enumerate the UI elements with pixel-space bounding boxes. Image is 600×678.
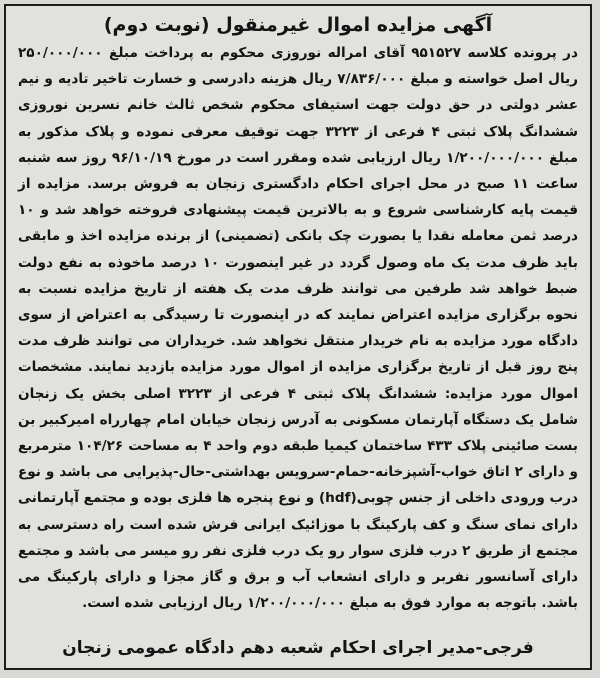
notice-signature: فرجی-مدیر اجرای احکام شعبه دهم دادگاه عمومی زنجان bbox=[62, 638, 534, 658]
notice-body: در پرونده کلاسه ۹۵۱۵۲۷ آقای امراله نوروزی محکوم به پرداخت مبلغ ۲۵۰/۰۰۰/۰۰۰ ریال اصل خواسته و مبلغ ۷/۸۳۶/۰۰۰ ریال هزینه دادرسی و خسارت تاخیر تادیه و نیم عشر دولتی در حق دولت جهت استیفای محکوم شخص ثالث خانم نسرین نوروزی ششدانگ پلاک ثبتی ۴ فرعی از ۳۲۲۳ جهت توقیف معرفی نموده و پلاک مذکور به مبلغ ۱/۲۰۰/۰۰۰/۰۰۰ ریال ارزیابی شده ومقرر است در مورخ ۹۶/۱۰/۱۹ روز سه شنبه ساعت ۱۱ صبح در محل اجرای احکام دادگستری زنجان به فروش برسد. مزایده از قیمت پایه کارشناسی شروع و به بالاترین قیمت پیشنهادی فروخته خواهد شد و ۱۰ درصد ثمن معامله نقدا یا بصورت چک بانکی (تضمینی) از برنده مزایده اخذ و مابقی باید ظرف مدت یک ماه وصول گردد در غیر اینصورت ۱۰ درصد ماخوذه به نفع دولت ضبط خواهد شد طرفین می توانند ظرف مدت یک هفته از تاریخ مزایده نسبت به نحوه برگزاری مزایده اعتراض نمایند که در اینصورت تا رسیدگی به اعتراض از سوی دادگاه مورد مزایده به نام خریدار منتقل نخواهد شد. خریداران می توانند ظرف مدت پنج روز قبل از تاریخ برگزاری مزایده از اموال مورد مزایده بازدید نمایند. مشخصات اموال مورد مزایده: ششدانگ پلاک ثبتی ۴ فرعی از ۳۲۲۳ اصلی بخش یک زنجان شامل یک دستگاه آپارتمان مسکونی به آدرس زنجان خیابان امام چهارراه امیرکبیر بن بست صائینی پلاک ۴۳۳ ساختمان کیمیا طبقه دوم واحد ۴ به مساحت ۱۰۴/۲۶ مترمربع و دارای ۲ اتاق خواب-آشپزخانه-حمام-سرویس بهداشتی-حال-پذیرایی می باشد و نوع درب ورودی داخلی از جنس چوبی(hdf) و نوع پنجره ها فلزی بوده و مجتمع آپارتمانی دارای نمای سنگ و کف پارکینگ با موزائیک ایرانی فرش شده است راه دسترسی به مجتمع از طریق ۲ درب فلزی سوار رو یک درب فلزی نفر رو میسر می باشد و مجتمع دارای آسانسور نفربر و دارای انشعاب آب و برق و گاز مجزا و دارای پارکینگ می باشد. باتوجه به موارد فوق به مبلغ ۱/۲۰۰/۰۰۰/۰۰۰ ریال ارزیابی شده است. bbox=[18, 45, 578, 612]
notice-title: آگهی مزایده اموال غیرمنقول (نوبت دوم) bbox=[103, 14, 493, 36]
legal-notice bbox=[4, 4, 592, 670]
